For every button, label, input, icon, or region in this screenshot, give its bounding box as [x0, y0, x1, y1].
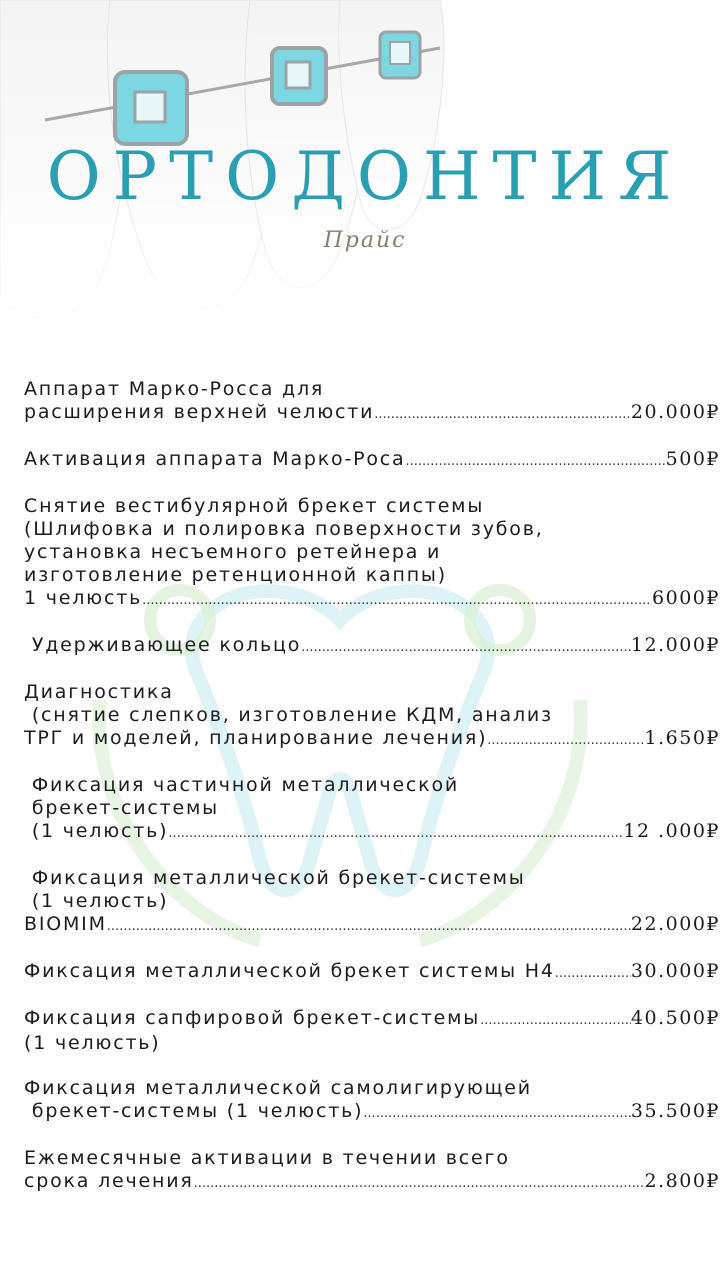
service-name: ТРГ и моделей, планирование лечения) [24, 727, 488, 749]
service-name: BIOMIM [24, 913, 107, 935]
price-list [24, 378, 720, 1217]
price-row [24, 1100, 720, 1125]
service-price: 12 .000₽ [623, 820, 720, 842]
price-row [24, 1007, 720, 1032]
service-name: Фиксация сапфировой брекет-системы [24, 1007, 481, 1029]
service-name: Фиксация металлической брекет системы H4 [24, 960, 555, 982]
dot-leader [406, 450, 666, 473]
price-row [24, 913, 720, 938]
price-row [24, 960, 720, 985]
price-row [24, 634, 720, 659]
price-row [24, 820, 720, 845]
service-name: срока лечения [24, 1170, 194, 1192]
dot-leader [301, 636, 631, 659]
service-price: 12.000₽ [630, 634, 720, 656]
price-item [24, 1077, 720, 1125]
service-name: брекет-системы (1 челюсть) [24, 1100, 364, 1122]
service-price: 6000₽ [652, 587, 720, 609]
price-item [24, 1147, 720, 1195]
price-item-description-line: (1 челюсть) [24, 890, 169, 912]
dot-leader [363, 1102, 631, 1125]
price-row [24, 448, 720, 473]
service-price: 20.000₽ [630, 401, 720, 423]
page-subtitle: Прайс [323, 228, 407, 253]
service-price: 35.500₽ [630, 1100, 720, 1122]
price-item-description-line: брекет-системы [24, 797, 219, 819]
price-item [24, 960, 720, 985]
price-item [24, 378, 720, 426]
price-row [24, 587, 720, 612]
service-price: 500₽ [665, 448, 720, 470]
price-item-description-line: Фиксация металлической брекет-системы [24, 867, 526, 889]
price-item [24, 1007, 720, 1055]
service-name: (1 челюсть) [24, 820, 169, 842]
price-item [24, 495, 720, 612]
price-item-description-line: Диагностика [24, 681, 174, 703]
service-name: 1 челюсть [24, 587, 143, 609]
dot-leader [194, 1172, 645, 1195]
dot-leader [480, 1009, 631, 1032]
price-item-description-line: (снятие слепков, изготовление КДМ, анализ [24, 704, 553, 726]
price-item-description-line: (Шлифовка и полировка поверхности зубов, [24, 518, 544, 540]
price-item-description-line: установка несъемного ретейнера и [24, 541, 442, 563]
service-price: 22.000₽ [630, 913, 720, 935]
dot-leader [142, 589, 652, 612]
price-row [24, 727, 720, 752]
dot-leader [107, 915, 631, 938]
price-item [24, 867, 720, 938]
price-item [24, 634, 720, 659]
dot-leader [555, 962, 631, 985]
dot-leader [168, 822, 623, 845]
page-title: ОРТОДОНТИЯ [46, 138, 684, 215]
price-item-description-line: Фиксация частичной металлической [24, 774, 460, 796]
price-item-description-line: Аппарат Марко-Росса для [24, 378, 325, 400]
price-item [24, 774, 720, 845]
service-name: расширения верхней челюсти [24, 401, 375, 423]
service-price: 1.650₽ [644, 727, 720, 749]
service-price: 30.000₽ [630, 960, 720, 982]
price-row [24, 1170, 720, 1195]
service-name: Активация аппарата Марко-Роса [24, 448, 406, 470]
price-item-description-line: Ежемесячные активации в течении всего [24, 1147, 510, 1169]
dot-leader [374, 403, 631, 426]
price-item-description-line: изготовление ретенционной каппы) [24, 564, 447, 586]
price-item-note-line: (1 челюсть) [24, 1032, 161, 1054]
price-item [24, 681, 720, 752]
service-price: 2.800₽ [644, 1170, 720, 1192]
price-item [24, 448, 720, 473]
service-price: 40.500₽ [630, 1007, 720, 1029]
price-item-description-line: Фиксация металлической самолигирующей [24, 1077, 532, 1099]
dot-leader [487, 729, 644, 752]
service-name: Удерживающее кольцо [24, 634, 302, 656]
price-item-description-line: Снятие вестибулярной брекет системы [24, 495, 485, 517]
price-row [24, 401, 720, 426]
